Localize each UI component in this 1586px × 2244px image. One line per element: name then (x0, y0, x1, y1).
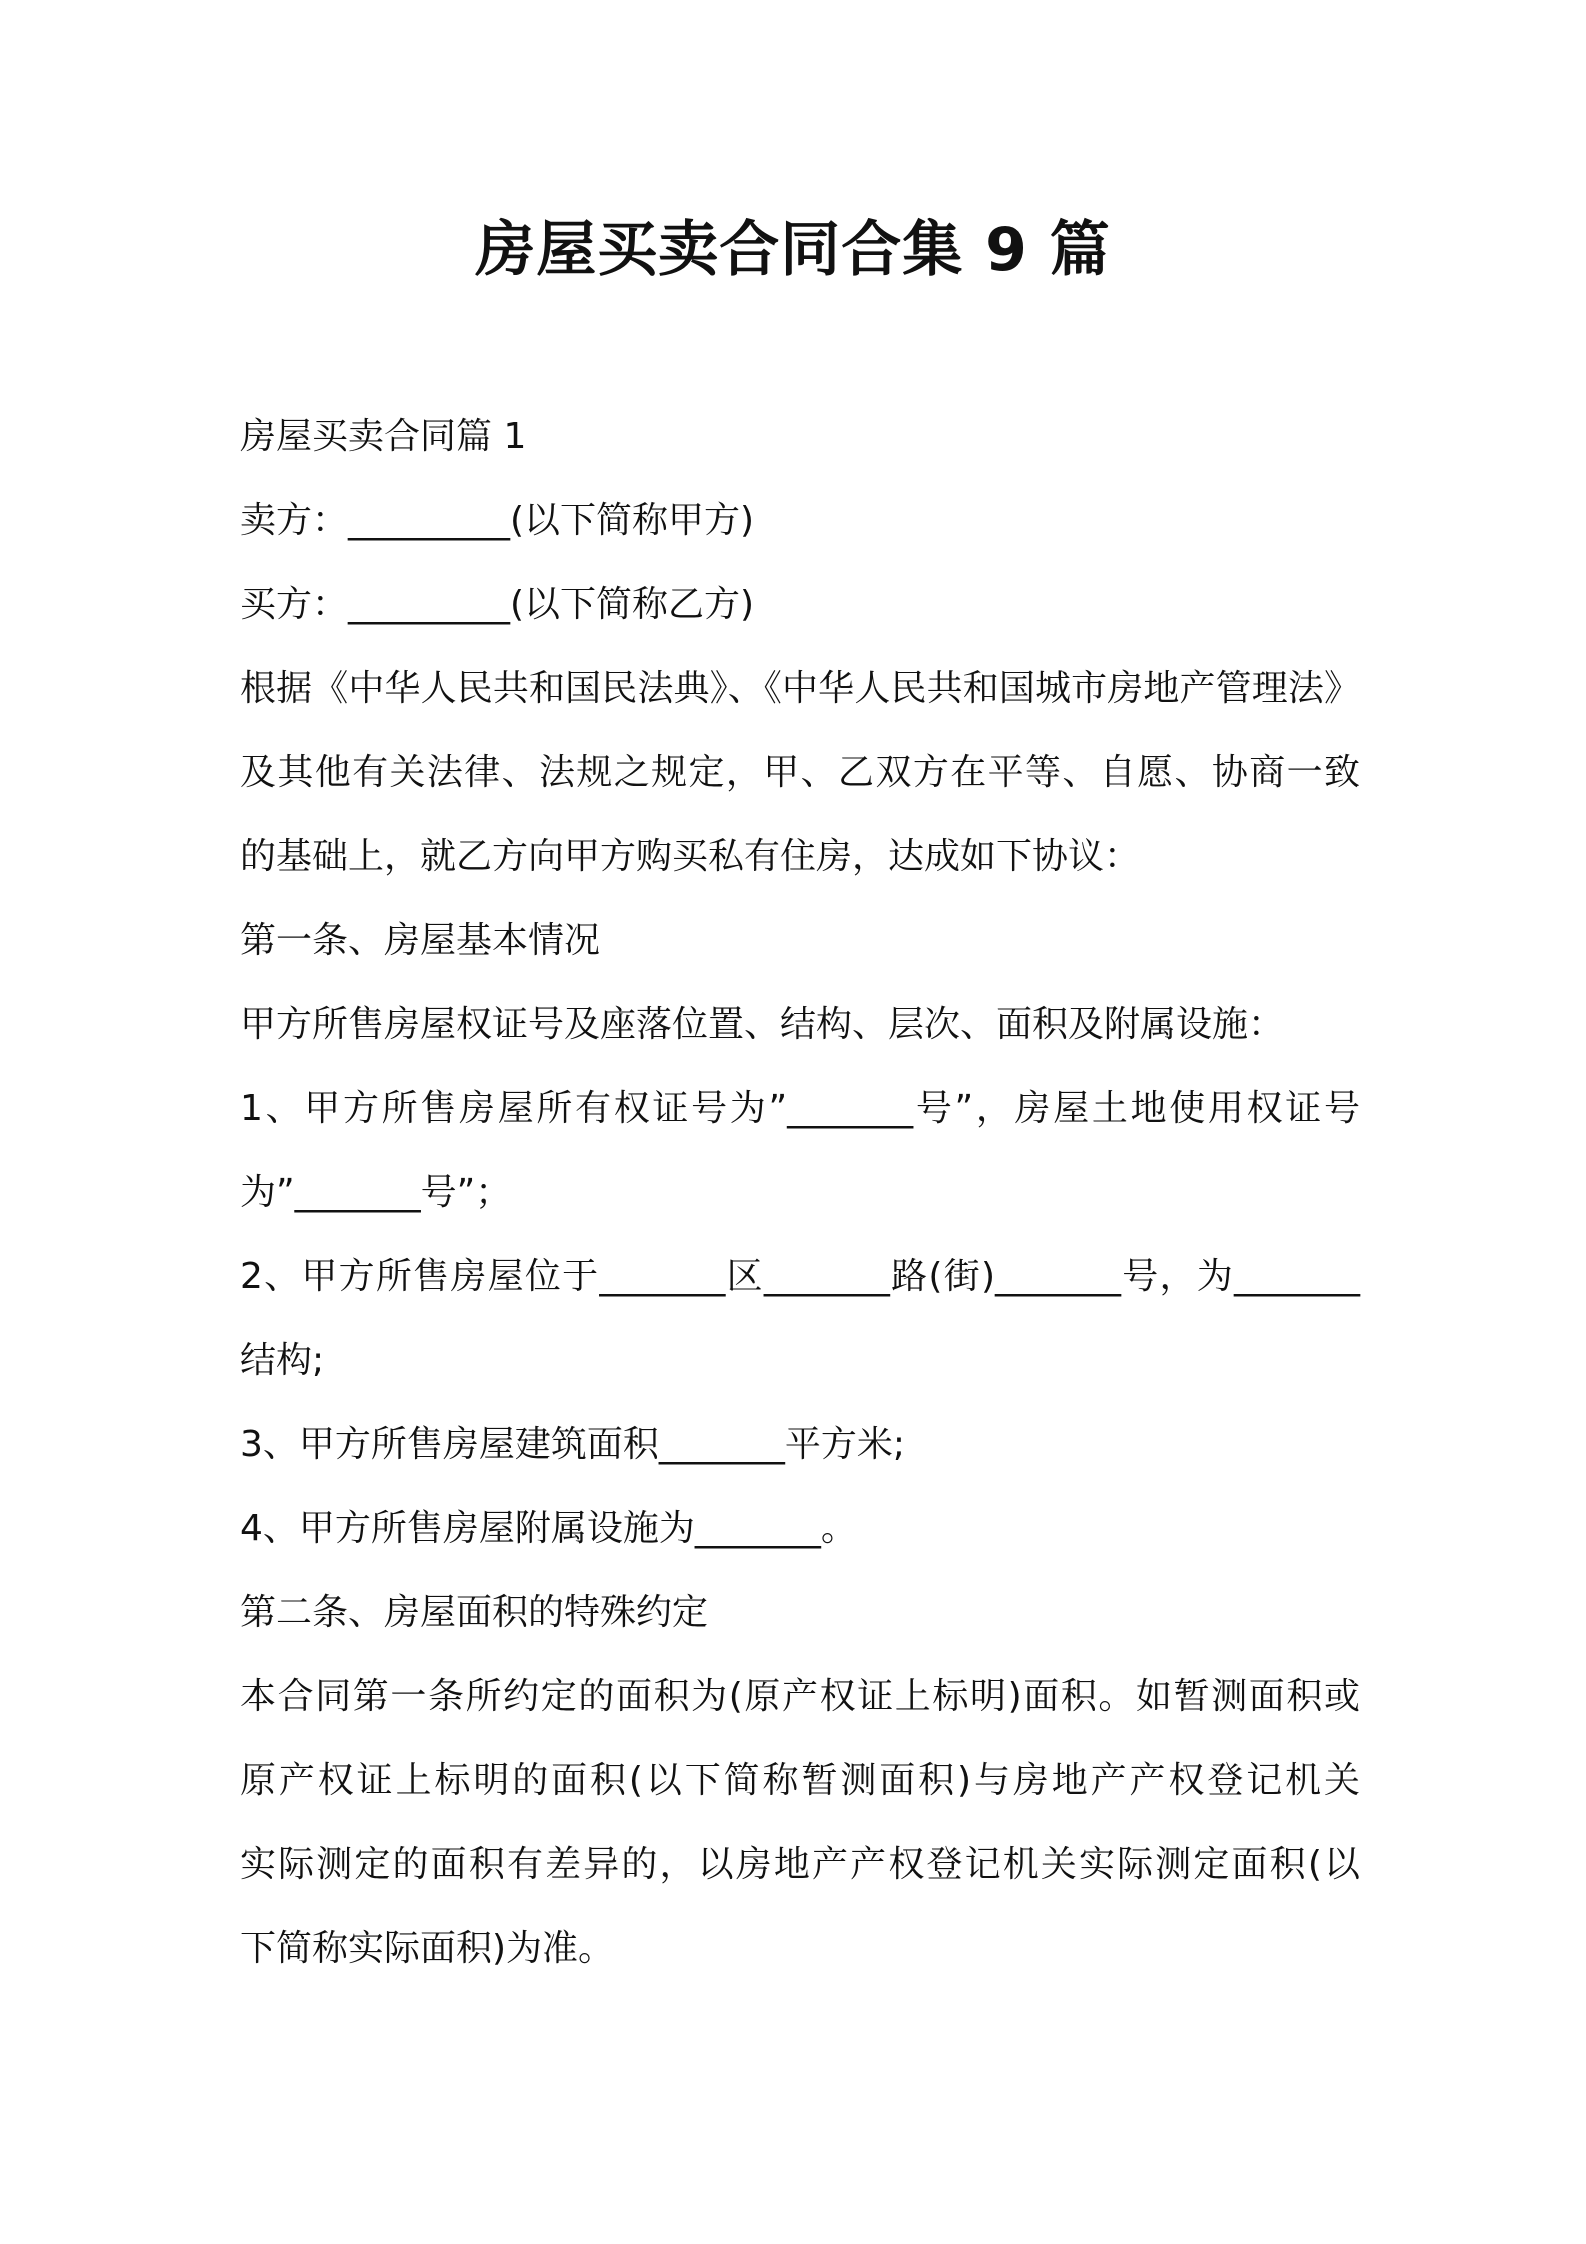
paragraph-line: 甲方所售房屋权证号及座落位置、结构、层次、面积及附属设施： (240, 1004, 1285, 1045)
clause-line: 1、甲方所售房屋所有权证号为”_______号”，房屋土地使用权证号 (240, 1088, 1360, 1129)
section-heading: 房屋买卖合同篇 1 (240, 416, 527, 457)
clause-line: 为”_______号”； (240, 1172, 512, 1213)
buyer-line: 买方：_________(以下简称乙方) (240, 584, 755, 625)
paragraph-line: 实际测定的面积有差异的，以房地产产权登记机关实际测定面积(以 (240, 1844, 1360, 1885)
document-title: 房屋买卖合同合集 9 篇 (475, 215, 1111, 285)
paragraph-line: 的基础上，就乙方向甲方购买私有住房，达成如下协议： (240, 836, 1141, 877)
paragraph-line: 下简称实际面积)为准。 (240, 1928, 615, 1969)
clause-line: 3、甲方所售房屋建筑面积_______平方米; (240, 1424, 906, 1465)
clause-line: 4、甲方所售房屋附属设施为_______。 (240, 1508, 857, 1549)
paragraph-line: 及其他有关法律、法规之规定，甲、乙双方在平等、自愿、协商一致 (240, 752, 1360, 793)
article-heading: 第一条、房屋基本情况 (240, 920, 601, 961)
clause-line: 结构; (240, 1340, 325, 1381)
paragraph-line: 本合同第一条所约定的面积为(原产权证上标明)面积。如暂测面积或 (240, 1676, 1360, 1717)
clause-line: 2、甲方所售房屋位于_______区_______路(街)_______号，为_______ (240, 1256, 1360, 1297)
paragraph-line: 根据《中华人民共和国民法典》、《中华人民共和国城市房地产管理法》 (240, 668, 1360, 709)
article-heading: 第二条、房屋面积的特殊约定 (240, 1592, 709, 1633)
seller-line: 卖方：_________(以下简称甲方) (240, 500, 755, 541)
paragraph-line: 原产权证上标明的面积(以下简称暂测面积)与房地产产权登记机关 (240, 1760, 1360, 1801)
document-body (240, 395, 1360, 1991)
